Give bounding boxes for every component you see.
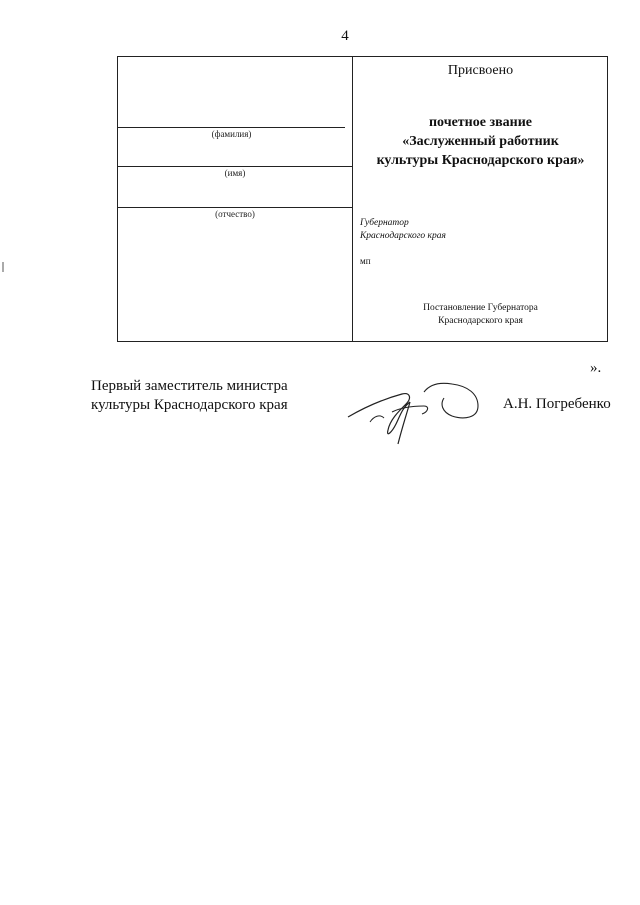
patronymic-caption: (отчество) [215, 209, 255, 219]
signer-title [91, 377, 288, 415]
closing-quote: ». [590, 360, 602, 376]
award-title [353, 113, 608, 170]
governor-block [360, 217, 446, 243]
signer-title-line-2: культуры Краснодарского края [91, 397, 288, 413]
award-title-line-3: культуры Краснодарского края» [376, 153, 585, 168]
name-line [118, 166, 352, 167]
patronymic-line [118, 207, 352, 208]
surname-caption: (фамилия) [211, 129, 252, 139]
signer-name: А.Н. Погребенко [503, 396, 611, 412]
award-title-line-2: «Заслуженный работник [402, 134, 559, 149]
seal-place-label: мп [360, 256, 371, 266]
award-certificate-form [117, 56, 608, 342]
award-title-line-1: почетное звание [428, 115, 532, 130]
handwritten-signature [340, 372, 490, 452]
governor-line-1: Губернатор [360, 218, 409, 228]
margin-mark [2, 262, 4, 272]
decree-line-2: Краснодарского края [438, 316, 523, 326]
assigned-label: Присвоено [447, 63, 514, 78]
governor-line-2: Краснодарского края [360, 231, 446, 241]
award-panel [353, 57, 608, 341]
decree-line-1: Постановление Губернатора [423, 303, 538, 313]
surname-line [118, 127, 345, 128]
page-number: 4 [341, 28, 349, 44]
signer-title-line-1: Первый заместитель министра [91, 378, 288, 394]
decree-block [353, 302, 608, 328]
name-caption: (имя) [224, 168, 246, 178]
